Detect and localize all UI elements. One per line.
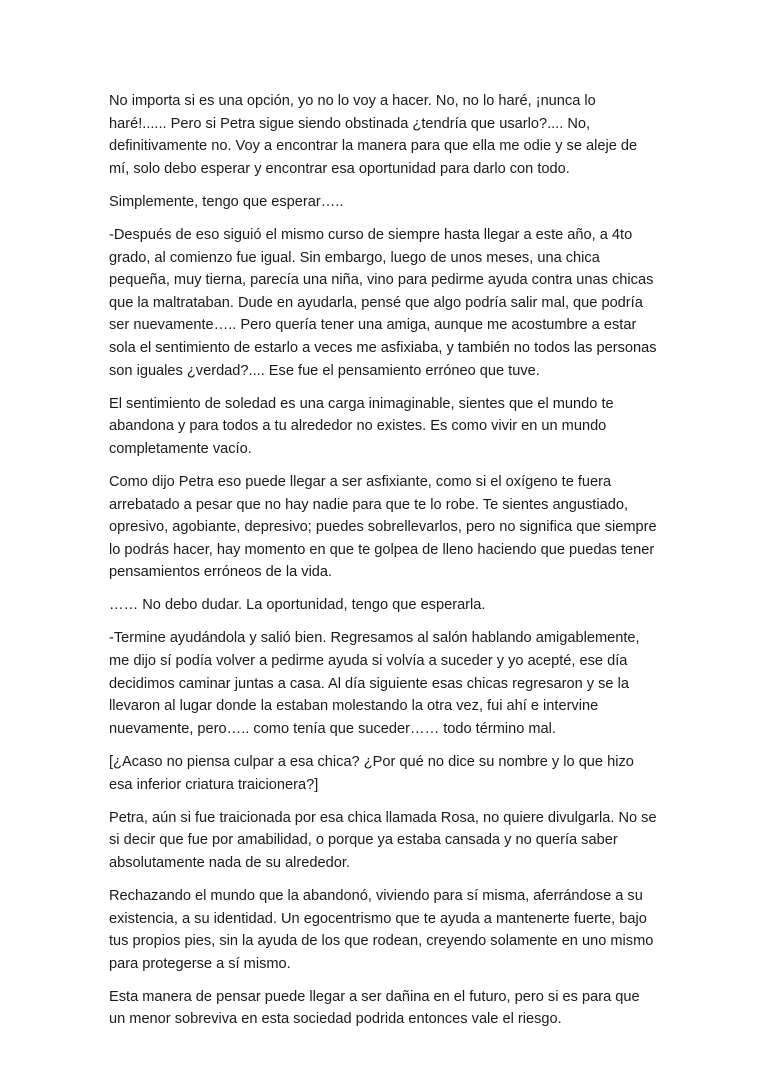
- paragraph-4: El sentimiento de soledad es una carga inimaginable, sientes que el mundo te abandona y para todos a tu alrededor no existes. Es como vivir en un mundo completamente vacío.: [109, 395, 614, 457]
- paragraph-9: Petra, aún si fue traicionada por esa chica llamada Rosa, no quiere divulgarla. No se si decir que fue por amabilidad, o porque ya estaba cansada y no quería saber absolutamente nada de su alrededor.: [109, 809, 657, 871]
- paragraph-10: Rechazando el mundo que la abandonó, viviendo para sí misma, aferrándose a su existencia, a su identidad. Un egocentrismo que te ayuda a mantenerte fuerte, bajo tus propios pies, sin la ayuda de los que rodean, creyendo solamente en uno mismo para protegerse a sí mismo.: [109, 887, 654, 972]
- paragraph-3: -Después de eso siguió el mismo curso de siempre hasta llegar a este año, a 4to grado, al comienzo fue igual. Sin embargo, luego de unos meses, una chica pequeña, muy tierna, parecía una niña, vino para pedirme ayuda contra unas chicas que la maltrataban. Dude en ayudarla, pensé que algo podría salir mal, que podría ser nuevamente….. Pero quería tener una amiga, aunque me acostumbre a estar sola el sentimiento de estarlo a veces me asfixiaba, y también no todos las personas son iguales ¿verdad?.... Ese fue el pensamiento erróneo que tuve.: [109, 226, 657, 379]
- document-page: [109, 90, 657, 1041]
- paragraph-2: Simplemente, tengo que esperar…..: [109, 193, 344, 210]
- paragraph-11: Esta manera de pensar puede llegar a ser dañina en el futuro, pero si es para que un menor sobreviva en esta sociedad podrida entonces vale el riesgo.: [109, 988, 640, 1028]
- paragraph-5: Como dijo Petra eso puede llegar a ser asfixiante, como si el oxígeno te fuera arrebatado a pesar que no hay nadie para que te lo robe. Te sientes angustiado, opresivo, agobiante, depresivo; puedes sobrellevarlos, pero no significa que siempre lo podrás hacer, hay momento en que te golpea de lleno haciendo que puedas tener pensamientos erróneos de la vida.: [109, 473, 657, 581]
- paragraph-6: …… No debo dudar. La oportunidad, tengo que esperarla.: [109, 597, 486, 614]
- paragraph-7: -Termine ayudándola y salió bien. Regresamos al salón hablando amigablemente, me dijo sí podía volver a pedirme ayuda si volvía a suceder y yo acepté, ese día decidimos caminar juntas a casa. Al día siguiente esas chicas regresaron y se la llevaron al lugar donde la estaban molestando la otra vez, fui ahí e intervine nuevamente, pero….. como tenía que suceder…… todo término mal.: [109, 630, 640, 737]
- paragraph-8: [¿Acaso no piensa culpar a esa chica? ¿Por qué no dice su nombre y lo que hizo esa inferior criatura traicionera?]: [109, 753, 634, 793]
- paragraph-1: No importa si es una opción, yo no lo voy a hacer. No, no lo haré, ¡nunca lo haré!...... Pero si Petra sigue siendo obstinada ¿tendría que usarlo?.... No, definitivamente no. Voy a encontrar la manera para que ella me odie y se aleje de mí, solo debo esperar y encontrar esa oportunidad para darlo con todo.: [109, 93, 638, 177]
